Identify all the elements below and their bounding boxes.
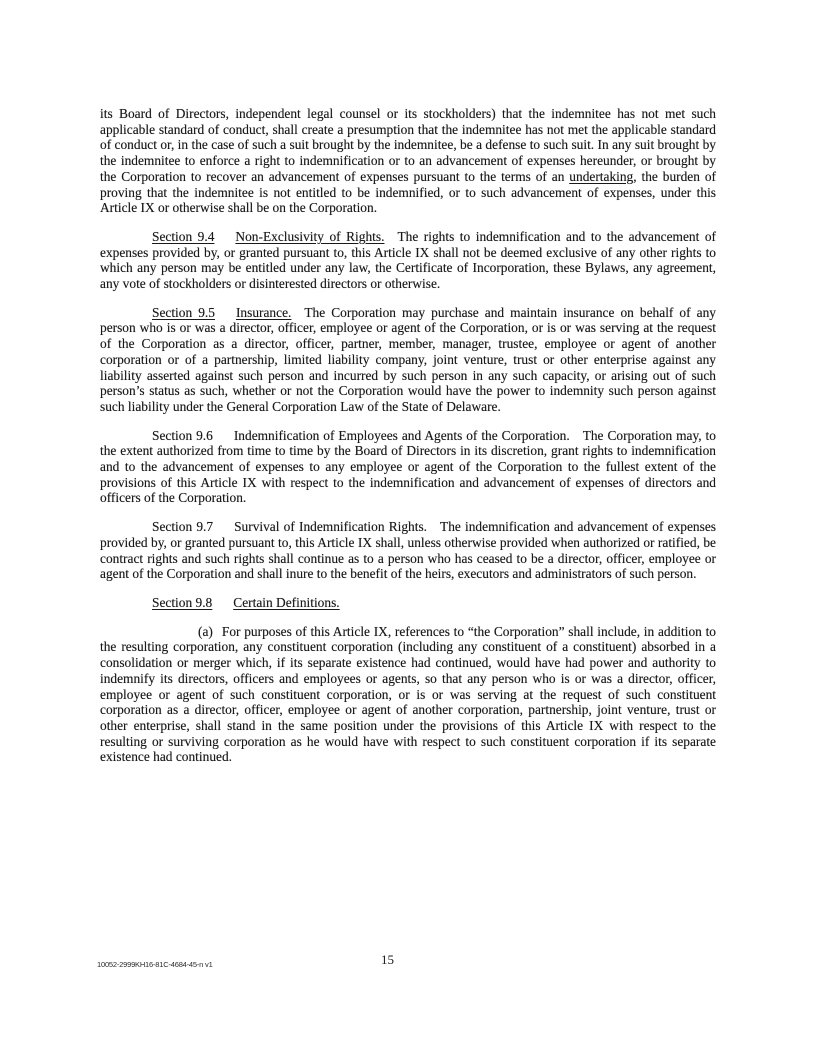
paragraph-section-9-7 [100, 519, 716, 582]
footer-document-id: 10052-2999KH16-81C-4684-45-n v1 [97, 960, 213, 969]
section-9-5-label: Section 9.5 [152, 304, 215, 320]
continuation-text-post: , the burden of proving that the indemnitee is not entitled to be indemnified, or to such advancement of expenses, under this Article IX or otherwise shall be on the Corporation. [100, 168, 716, 216]
paragraph-section-9-4 [100, 229, 716, 292]
paragraph-continuation [100, 106, 716, 216]
section-9-7-body: The indemnification and advancement of expenses provided by, or granted pursuant to, this Article IX shall, unless otherwise provided when authorized or ratified, be contract rights and such rights shall continue as to a person who has ceased to be a director, officer, employee or agent of the Corporation and shall inure to the benefit of the heirs, executors and administrators of such person. [100, 519, 716, 582]
paragraph-subsection-a [100, 624, 716, 765]
section-9-7-label: Section 9.7 [152, 519, 214, 535]
section-9-7-title: Survival of Indemnification Rights. [234, 519, 428, 535]
section-9-4-title: Non-Exclusivity of Rights. [235, 228, 385, 244]
document-text-block [100, 106, 716, 778]
paragraph-section-9-5 [100, 305, 716, 415]
section-9-4-body: The rights to indemnification and to the advancement of expenses provided by, or granted pursuant to, this Article IX shall not be deemed exclusive of any other rights to which any person may be entitled under any law, the Certificate of Incorporation, these Bylaws, any agreement, any vote of stockholders or disinterested directors or otherwise. [100, 228, 716, 292]
section-9-5-title: Insurance. [235, 304, 292, 320]
section-9-6-body: The Corporation may, to the extent authorized from time to time by the Board of Directors in its discretion, grant rights to indemnification and to the advancement of expenses to any employee or agent of the Corporation to the fullest extent of the provisions of this Article IX with respect to the indemnification and advancement of expenses of directors and officers of the Corporation. [100, 427, 716, 506]
section-9-8-title: Certain Definitions. [233, 594, 340, 610]
section-9-6-title: Indemnification of Employees and Agents of the Corporation. [233, 427, 570, 443]
subsection-a-marker: (a) [198, 623, 213, 639]
continuation-text-pre: its Board of Directors, independent legal counsel or its stockholders) that the indemnitee has not met such applicable standard of conduct, shall create a presumption that the indemnitee has not met the applicable standard of conduct or, in the case of such a suit brought by the indemnitee, be a defense to such suit. In any suit brought by the indemnitee to enforce a right to indemnification or to an advancement of expenses hereunder, or brought by the Corporation to recover an advancement of expenses pursuant to the terms of an [100, 106, 716, 184]
underlined-word-undertaking: undertaking [569, 168, 634, 184]
page-number: 15 [381, 952, 394, 967]
subsection-a-body: For purposes of this Article IX, references to “the Corporation” shall include, in addition to the resulting corporation, any constituent corporation (including any constituent of a constituent) absorbed in a consolidation or merger which, if its separate existence had continued, would have had power and authority to indemnify its directors, officers and employees or agents, so that any person who is or was a director, officer, employee or agent of such constituent corporation, or is or was serving at the request of such constituent corporation as a director, officer, employee or agent of another corporation, partnership, joint venture, trust or other enterprise, shall stand in the same position under the provisions of this Article IX with respect to the resulting or surviving corporation as he would have with respect to such constituent corporation if its separate existence had continued. [100, 623, 716, 765]
section-9-8-label: Section 9.8 [152, 594, 213, 610]
paragraph-section-9-6 [100, 428, 716, 507]
paragraph-section-9-8 [100, 595, 716, 611]
section-9-6-label: Section 9.6 [152, 427, 213, 443]
section-9-5-body: The Corporation may purchase and maintain insurance on behalf of any person who is or was a director, officer, employee or agent of the Corporation, or is or was serving at the request of the Corporation as a director, officer, partner, member, manager, trustee, employee or agent of another corporation or of a partnership, limited liability company, joint venture, trust or other enterprise against any liability asserted against such person and incurred by such person in any such capacity, or arising out of such person’s status as such, whether or not the Corporation would have the power to indemnity such person against such liability under the General Corporation Law of the State of Delaware. [100, 304, 716, 414]
section-9-4-label: Section 9.4 [152, 228, 215, 244]
